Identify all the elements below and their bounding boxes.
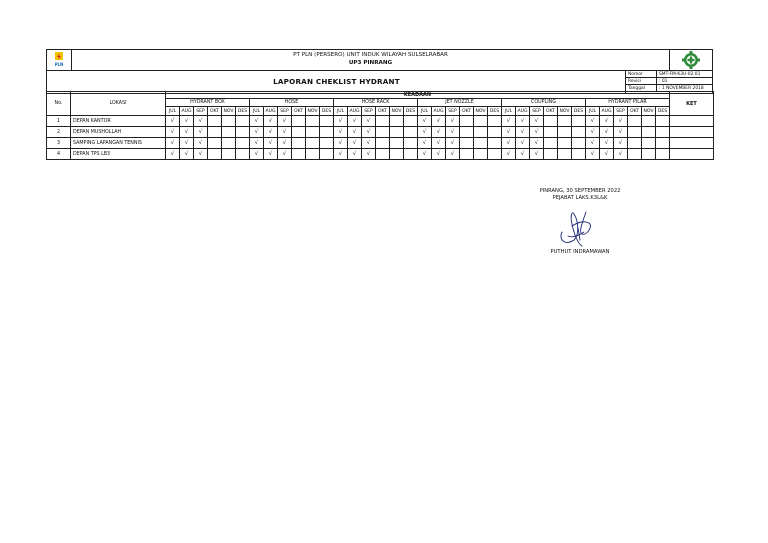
check-cell: √ <box>348 149 362 160</box>
empty-cell <box>558 116 572 127</box>
check-cell: √ <box>446 127 460 138</box>
check-cell: √ <box>600 138 614 149</box>
check-cell: √ <box>348 138 362 149</box>
report-header <box>46 49 713 94</box>
company-name-block <box>71 51 670 67</box>
ket-cell <box>670 138 714 149</box>
empty-cell <box>656 138 670 149</box>
ket-cell <box>670 127 714 138</box>
group-header: HYDRANT PILAR <box>586 99 670 107</box>
empty-cell <box>292 116 306 127</box>
check-cell: √ <box>516 127 530 138</box>
sign-place-date: PINRANG, 30 SEPTEMBER 2022 <box>539 188 621 194</box>
checklist-table <box>46 91 714 160</box>
meta-key: Tanggal <box>628 86 645 91</box>
check-cell: √ <box>530 127 544 138</box>
empty-cell <box>488 127 502 138</box>
check-cell: √ <box>446 116 460 127</box>
month-header: OKT <box>544 107 558 116</box>
row-number: 2 <box>47 127 71 138</box>
month-header: DES <box>572 107 586 116</box>
empty-cell <box>474 138 488 149</box>
check-cell: √ <box>194 116 208 127</box>
month-header: DES <box>320 107 334 116</box>
empty-cell <box>222 116 236 127</box>
check-cell: √ <box>278 127 292 138</box>
sign-position: PEJABAT LAKS.K3L&K <box>552 195 608 201</box>
check-cell: √ <box>348 116 362 127</box>
row-location: SAMPING LAPANGAN TENNIS <box>71 138 166 149</box>
empty-cell <box>306 149 320 160</box>
empty-cell <box>544 116 558 127</box>
check-cell: √ <box>180 149 194 160</box>
meta-value: : 1 NOVEMBER 2018 <box>656 85 704 92</box>
meta-nomor <box>626 71 712 78</box>
month-header: JUL <box>250 107 264 116</box>
check-cell: √ <box>614 138 628 149</box>
empty-cell <box>208 127 222 138</box>
check-cell: √ <box>614 116 628 127</box>
month-header: AUG <box>601 108 612 114</box>
check-cell: √ <box>586 138 600 149</box>
check-cell: √ <box>362 138 376 149</box>
meta-key: Revisi <box>628 79 641 84</box>
empty-cell <box>236 127 250 138</box>
month-header: AUG <box>517 108 528 114</box>
empty-cell <box>222 138 236 149</box>
empty-cell <box>572 116 586 127</box>
month-header: SEP <box>278 107 292 116</box>
group-header: JET NOZZLE <box>418 99 502 107</box>
check-cell: √ <box>600 127 614 138</box>
row-number: 4 <box>47 149 71 160</box>
check-cell: √ <box>432 149 446 160</box>
company-name: PT PLN (PERSERO) UNIT INDUK WILAYAH SULSELRABAR <box>293 52 448 58</box>
empty-cell <box>628 116 642 127</box>
row-number: 1 <box>47 116 71 127</box>
empty-cell <box>572 127 586 138</box>
check-cell: √ <box>530 116 544 127</box>
empty-cell <box>404 149 418 160</box>
empty-cell <box>474 149 488 160</box>
check-cell: √ <box>502 127 516 138</box>
empty-cell <box>558 138 572 149</box>
column-header-ket: KET <box>670 92 714 116</box>
check-cell: √ <box>264 127 278 138</box>
column-header-keadaan: KEADAAN <box>166 92 670 99</box>
month-header: SEP <box>530 107 544 116</box>
check-cell: √ <box>334 127 348 138</box>
check-cell: √ <box>516 116 530 127</box>
group-header: HOSE <box>250 99 334 107</box>
header-company-row <box>47 50 712 71</box>
check-cell: √ <box>334 138 348 149</box>
meta-revisi <box>626 78 712 85</box>
row-location: DEPAN TPS LB3 <box>71 149 166 160</box>
row-location: DEPAN KANTOR <box>71 116 166 127</box>
month-header: AUG <box>349 108 360 114</box>
pln-logo <box>47 50 72 70</box>
check-cell: √ <box>250 116 264 127</box>
check-cell: √ <box>250 127 264 138</box>
group-header: COUPLING <box>502 99 586 107</box>
check-cell: √ <box>530 149 544 160</box>
column-header-no: No. <box>47 92 71 116</box>
check-cell: √ <box>614 127 628 138</box>
empty-cell <box>558 127 572 138</box>
lightning-icon <box>47 50 71 70</box>
k3-logo <box>669 50 712 70</box>
check-cell: √ <box>334 116 348 127</box>
empty-cell <box>320 116 334 127</box>
empty-cell <box>474 127 488 138</box>
empty-cell <box>376 138 390 149</box>
signature-block <box>520 188 640 202</box>
check-cell: √ <box>348 127 362 138</box>
check-cell: √ <box>250 149 264 160</box>
empty-cell <box>306 116 320 127</box>
month-header: OKT <box>292 107 306 116</box>
check-cell: √ <box>446 149 460 160</box>
empty-cell <box>208 116 222 127</box>
empty-cell <box>460 149 474 160</box>
empty-cell <box>208 149 222 160</box>
empty-cell <box>544 138 558 149</box>
gear-cross-icon <box>670 50 712 70</box>
empty-cell <box>628 138 642 149</box>
check-cell: √ <box>600 149 614 160</box>
month-header: JUL <box>502 107 516 116</box>
unit-name: UP3 PINRANG <box>348 60 393 66</box>
empty-cell <box>544 149 558 160</box>
month-header: OKT <box>376 107 390 116</box>
month-header: DES <box>236 107 250 116</box>
empty-cell <box>642 138 656 149</box>
month-header: AUG <box>433 108 444 114</box>
empty-cell <box>488 138 502 149</box>
month-header: SEP <box>194 107 208 116</box>
empty-cell <box>390 116 404 127</box>
month-header: DES <box>404 107 418 116</box>
svg-text:PLN: PLN <box>54 62 64 67</box>
empty-cell <box>320 149 334 160</box>
month-header: NOV <box>475 108 486 114</box>
month-header: NOV <box>559 108 570 114</box>
empty-cell <box>320 138 334 149</box>
empty-cell <box>656 127 670 138</box>
check-cell: √ <box>586 116 600 127</box>
header-title-row <box>47 71 712 93</box>
check-cell: √ <box>250 138 264 149</box>
row-number: 3 <box>47 138 71 149</box>
check-cell: √ <box>516 149 530 160</box>
table-row <box>47 127 714 138</box>
empty-cell <box>222 127 236 138</box>
check-cell: √ <box>614 149 628 160</box>
empty-cell <box>390 138 404 149</box>
empty-cell <box>404 116 418 127</box>
check-cell: √ <box>194 138 208 149</box>
empty-cell <box>376 149 390 160</box>
ket-cell <box>670 149 714 160</box>
empty-cell <box>460 138 474 149</box>
empty-cell <box>572 149 586 160</box>
month-header: SEP <box>446 107 460 116</box>
empty-cell <box>460 116 474 127</box>
check-cell: √ <box>166 116 180 127</box>
month-header: JUL <box>334 107 348 116</box>
document-meta <box>625 71 712 93</box>
month-header: NOV <box>223 108 234 114</box>
month-header: OKT <box>460 107 474 116</box>
check-cell: √ <box>530 138 544 149</box>
empty-cell <box>488 149 502 160</box>
month-header: DES <box>656 107 670 116</box>
meta-key: Nomor <box>628 72 643 77</box>
empty-cell <box>642 127 656 138</box>
check-cell: √ <box>418 149 432 160</box>
check-cell: √ <box>432 116 446 127</box>
table-row <box>47 138 714 149</box>
month-header: AUG <box>265 108 276 114</box>
month-header: NOV <box>643 108 654 114</box>
check-cell: √ <box>362 149 376 160</box>
check-cell: √ <box>600 116 614 127</box>
check-cell: √ <box>502 138 516 149</box>
empty-cell <box>236 149 250 160</box>
empty-cell <box>460 127 474 138</box>
empty-cell <box>404 127 418 138</box>
table-row <box>47 149 714 160</box>
check-cell: √ <box>502 116 516 127</box>
empty-cell <box>656 116 670 127</box>
check-cell: √ <box>194 149 208 160</box>
empty-cell <box>236 138 250 149</box>
empty-cell <box>306 127 320 138</box>
empty-cell <box>208 138 222 149</box>
check-cell: √ <box>180 127 194 138</box>
check-cell: √ <box>278 138 292 149</box>
empty-cell <box>642 116 656 127</box>
check-cell: √ <box>264 116 278 127</box>
check-cell: √ <box>432 127 446 138</box>
empty-cell <box>474 116 488 127</box>
empty-cell <box>628 149 642 160</box>
check-cell: √ <box>418 138 432 149</box>
check-cell: √ <box>334 149 348 160</box>
month-header: SEP <box>614 107 628 116</box>
check-cell: √ <box>166 149 180 160</box>
row-location: DEPAN MUSHOLLAH <box>71 127 166 138</box>
check-cell: √ <box>166 127 180 138</box>
check-cell: √ <box>418 127 432 138</box>
empty-cell <box>642 149 656 160</box>
month-header: SEP <box>362 107 376 116</box>
empty-cell <box>236 116 250 127</box>
check-cell: √ <box>278 116 292 127</box>
check-cell: √ <box>194 127 208 138</box>
check-cell: √ <box>264 138 278 149</box>
month-header: AUG <box>181 108 192 114</box>
check-cell: √ <box>264 149 278 160</box>
check-cell: √ <box>418 116 432 127</box>
empty-cell <box>404 138 418 149</box>
month-header: NOV <box>391 108 402 114</box>
month-header: JUL <box>418 107 432 116</box>
month-header: JUL <box>166 107 180 116</box>
empty-cell <box>558 149 572 160</box>
empty-cell <box>292 127 306 138</box>
check-cell: √ <box>516 138 530 149</box>
check-cell: √ <box>502 149 516 160</box>
empty-cell <box>544 127 558 138</box>
check-cell: √ <box>362 116 376 127</box>
empty-cell <box>376 127 390 138</box>
meta-value: : 01 <box>656 78 667 85</box>
empty-cell <box>390 149 404 160</box>
empty-cell <box>390 127 404 138</box>
check-cell: √ <box>180 138 194 149</box>
empty-cell <box>488 116 502 127</box>
check-cell: √ <box>446 138 460 149</box>
empty-cell <box>292 149 306 160</box>
handwritten-signature <box>556 206 596 250</box>
check-cell: √ <box>278 149 292 160</box>
empty-cell <box>628 127 642 138</box>
column-header-lokasi: LOKASI <box>71 92 166 116</box>
month-header: OKT <box>628 107 642 116</box>
signer-name: PUTHUT INDRAMAWAN <box>550 249 610 255</box>
empty-cell <box>222 149 236 160</box>
group-header: HOSE RACK <box>334 99 418 107</box>
empty-cell <box>320 127 334 138</box>
month-header: NOV <box>307 108 318 114</box>
check-cell: √ <box>362 127 376 138</box>
check-cell: √ <box>586 149 600 160</box>
empty-cell <box>376 116 390 127</box>
month-header: OKT <box>208 107 222 116</box>
month-header: DES <box>488 107 502 116</box>
document-title: LAPORAN CHEKLIST HYDRANT <box>273 77 400 86</box>
check-cell: √ <box>586 127 600 138</box>
table-header-row <box>47 92 714 99</box>
meta-value: SMT-FM-K3U-02.01 <box>656 71 700 78</box>
month-header: JUL <box>586 107 600 116</box>
empty-cell <box>572 138 586 149</box>
empty-cell <box>656 149 670 160</box>
ket-cell <box>670 116 714 127</box>
empty-cell <box>292 138 306 149</box>
table-row <box>47 116 714 127</box>
group-header: HYDRANT BOX <box>166 99 250 107</box>
check-cell: √ <box>180 116 194 127</box>
check-cell: √ <box>432 138 446 149</box>
check-cell: √ <box>166 138 180 149</box>
empty-cell <box>306 138 320 149</box>
